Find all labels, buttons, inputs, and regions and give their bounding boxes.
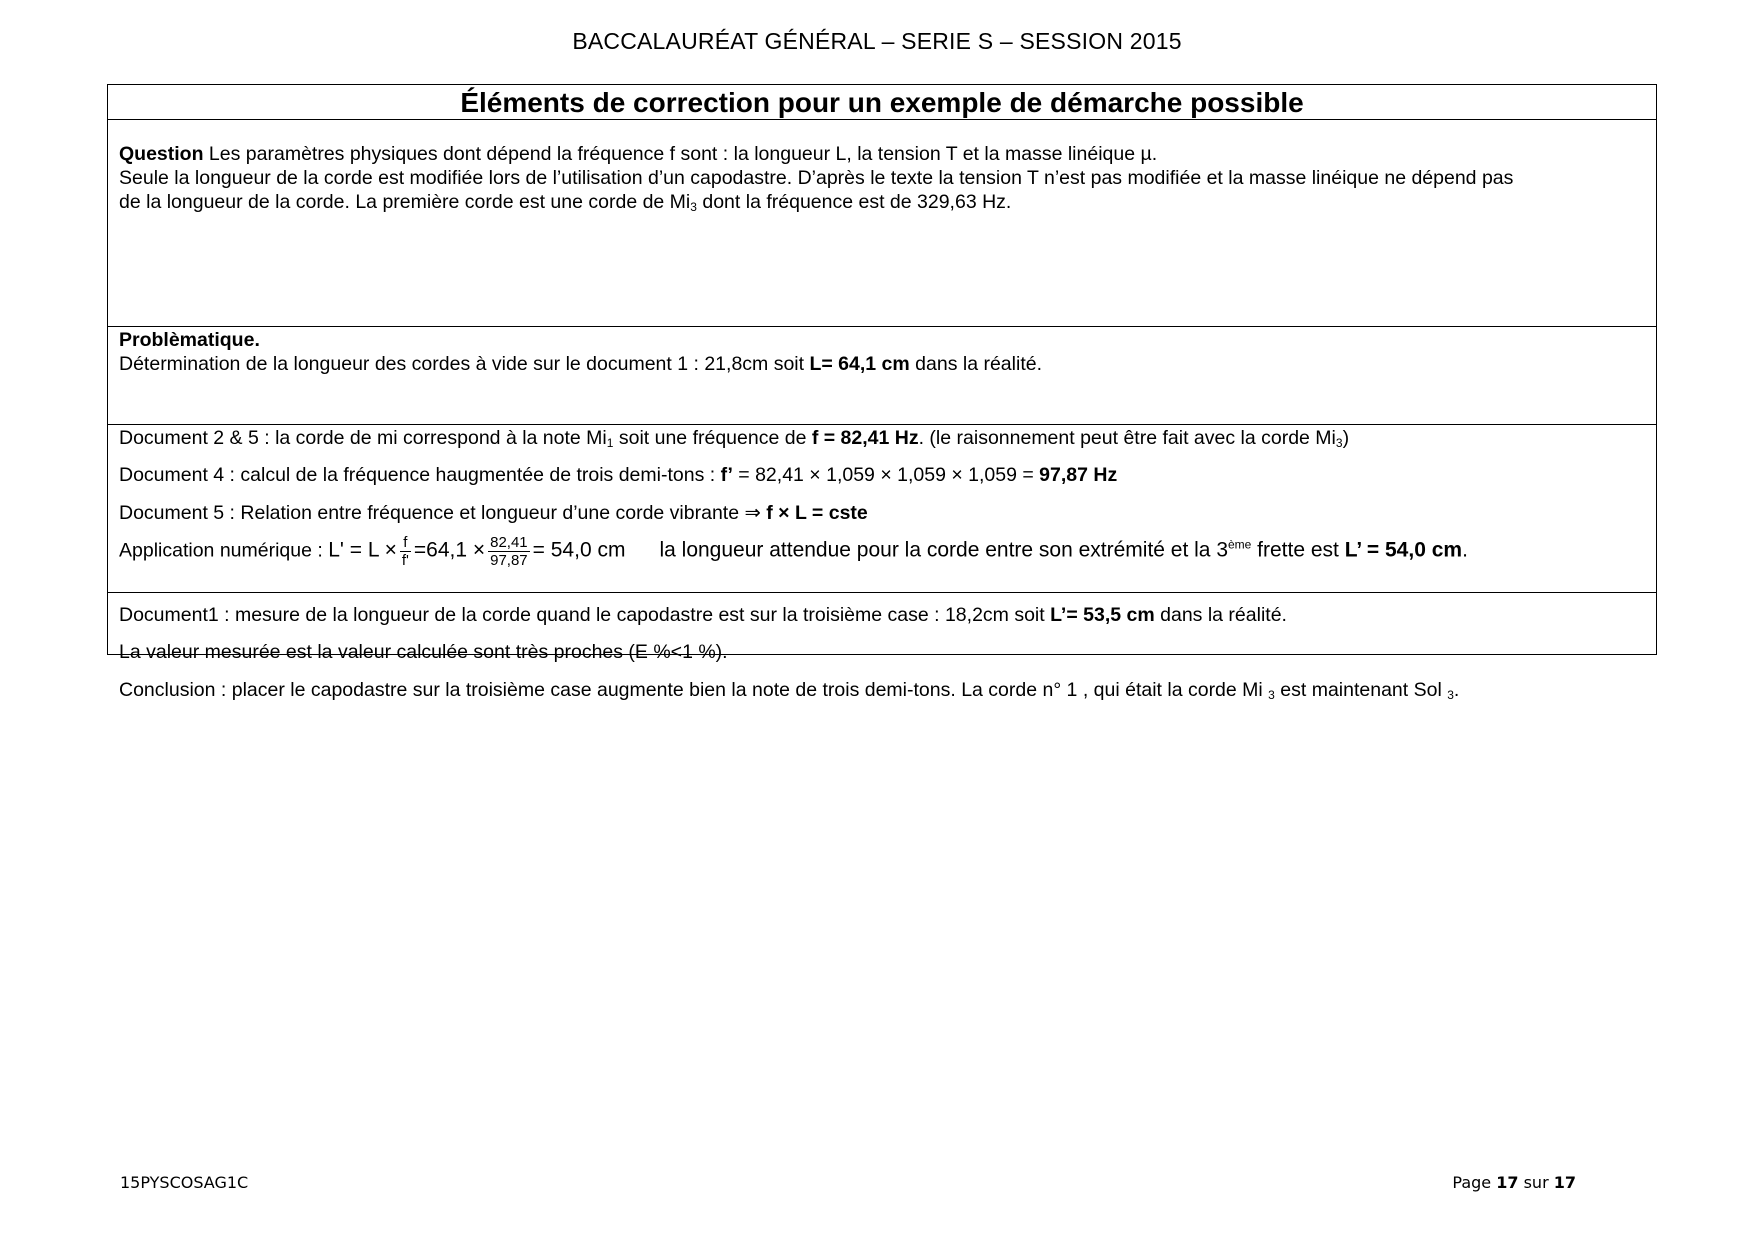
frac2-denominator: 97,87	[490, 552, 528, 569]
frac1-numerator: f	[400, 534, 411, 552]
conclusion-line	[119, 678, 1459, 702]
page-mid: sur	[1518, 1173, 1554, 1192]
question-line-2: Seule la longueur de la corde est modifiée lors de l’utilisation d’un capodastre. D’après le texte la tension T n’est pas modifiée et la masse linéique ne dépend pas	[119, 167, 1514, 189]
page-current: 17	[1496, 1173, 1519, 1192]
application-line	[119, 534, 1468, 569]
doc4-text-b: = 82,41 × 1,059 × 1,059 × 1,059 =	[732, 464, 1040, 486]
question-subscript: 3	[690, 200, 697, 214]
doc25-subscript-2: 3	[1335, 436, 1343, 450]
concl-text-b: est maintenant Sol	[1274, 679, 1448, 701]
doc25-line	[119, 426, 1349, 450]
question-text-3b: dont la fréquence est de 329,63 Hz.	[696, 191, 1012, 213]
frac1-denominator: f'	[401, 552, 409, 569]
table-title: Éléments de correction pour un exemple de démarche possible	[108, 85, 1656, 120]
doc25-frequency: f = 82,41 Hz	[811, 427, 919, 449]
app-superscript: ème	[1228, 537, 1252, 552]
question-line-3	[119, 190, 1646, 214]
conclusion-section	[108, 593, 1656, 702]
question-section	[108, 120, 1656, 327]
concl-subscript-2: 3	[1447, 688, 1454, 702]
doc25-text-d: )	[1342, 427, 1350, 449]
app-text-b: frette est	[1251, 538, 1345, 562]
doc1-text-a: Document1 : mesure de la longueur de la corde quand le capodastre est sur la troisième case : 18,2cm soit	[119, 604, 1051, 626]
problematique-label: Problèmatique.	[119, 329, 260, 351]
page-prefix: Page	[1452, 1173, 1497, 1192]
question-text-1: Les paramètres physiques dont dépend la fréquence f sont : la longueur L, la tension T et la masse linéique µ.	[203, 143, 1158, 165]
doc5-text-a: Document 5 : Relation entre fréquence et longueur d’une corde vibrante ⇒	[119, 502, 767, 524]
page-number	[1452, 1173, 1576, 1192]
app-text-a: la longueur attendue pour la corde entre son extrémité et la 3	[659, 538, 1228, 562]
doc4-text-a: Document 4 : calcul de la fréquence haugmentée de trois demi-tons :	[119, 464, 721, 486]
concl-text-c: .	[1453, 679, 1460, 701]
question-text-3a: de la longueur de la corde. La première corde est une corde de Mi	[119, 191, 691, 213]
problematique-line	[119, 352, 1646, 376]
compare-line: La valeur mesurée est la valeur calculée sont très proches (E %<1 %).	[119, 641, 728, 663]
concl-subscript-1: 3	[1268, 688, 1275, 702]
correction-table	[107, 84, 1657, 702]
fraction-frequencies	[488, 534, 530, 569]
problematique-text-a: Détermination de la longueur des cordes à vide sur le document 1 : 21,8cm soit	[119, 353, 810, 375]
app-expr-c: = 54,0 cm	[532, 538, 626, 562]
doc25-text-a: Document 2 & 5 : la corde de mi correspond à la note Mi	[119, 427, 607, 449]
doc25-subscript-1: 1	[606, 436, 614, 450]
app-expr-b: =64,1 ×	[413, 538, 486, 562]
question-label: Question	[119, 143, 204, 165]
concl-text-a: Conclusion : placer le capodastre sur la troisième case augmente bien la note de trois demi-tons. La corde n° 1 , qui était la corde Mi	[119, 679, 1269, 701]
doc4-result: 97,87 Hz	[1039, 464, 1118, 486]
doc1-text-b: dans la réalité.	[1154, 604, 1287, 626]
page-total: 17	[1553, 1173, 1576, 1192]
app-result: L’ = 54,0 cm	[1344, 538, 1463, 562]
doc5-line	[119, 501, 868, 525]
app-expr-a: L' = L ×	[328, 538, 397, 562]
problematique-text-b: dans la réalité.	[909, 353, 1042, 375]
problematique-length: L= 64,1 cm	[809, 353, 910, 375]
app-end: .	[1462, 538, 1468, 562]
doc1-line	[119, 603, 1287, 627]
document-code: 15PYSCOSAG1C	[120, 1173, 249, 1192]
doc4-line	[119, 463, 1117, 487]
page-header: BACCALAURÉAT GÉNÉRAL – SERIE S – SESSION 2015	[572, 28, 1182, 54]
app-label: Application numérique :	[119, 539, 329, 562]
frac2-numerator: 82,41	[490, 534, 528, 551]
question-line-1	[119, 142, 1646, 166]
problematique-section	[108, 327, 1656, 425]
doc25-text-b: soit une fréquence de	[613, 427, 812, 449]
doc4-fprime: f’	[720, 464, 733, 486]
documents-section	[108, 425, 1656, 593]
doc25-text-c: . (le raisonnement peut être fait avec la corde Mi	[918, 427, 1336, 449]
doc1-length: L’= 53,5 cm	[1050, 604, 1155, 626]
doc5-relation: f × L = cste	[766, 502, 868, 524]
fraction-f-over-fprime	[400, 534, 411, 569]
